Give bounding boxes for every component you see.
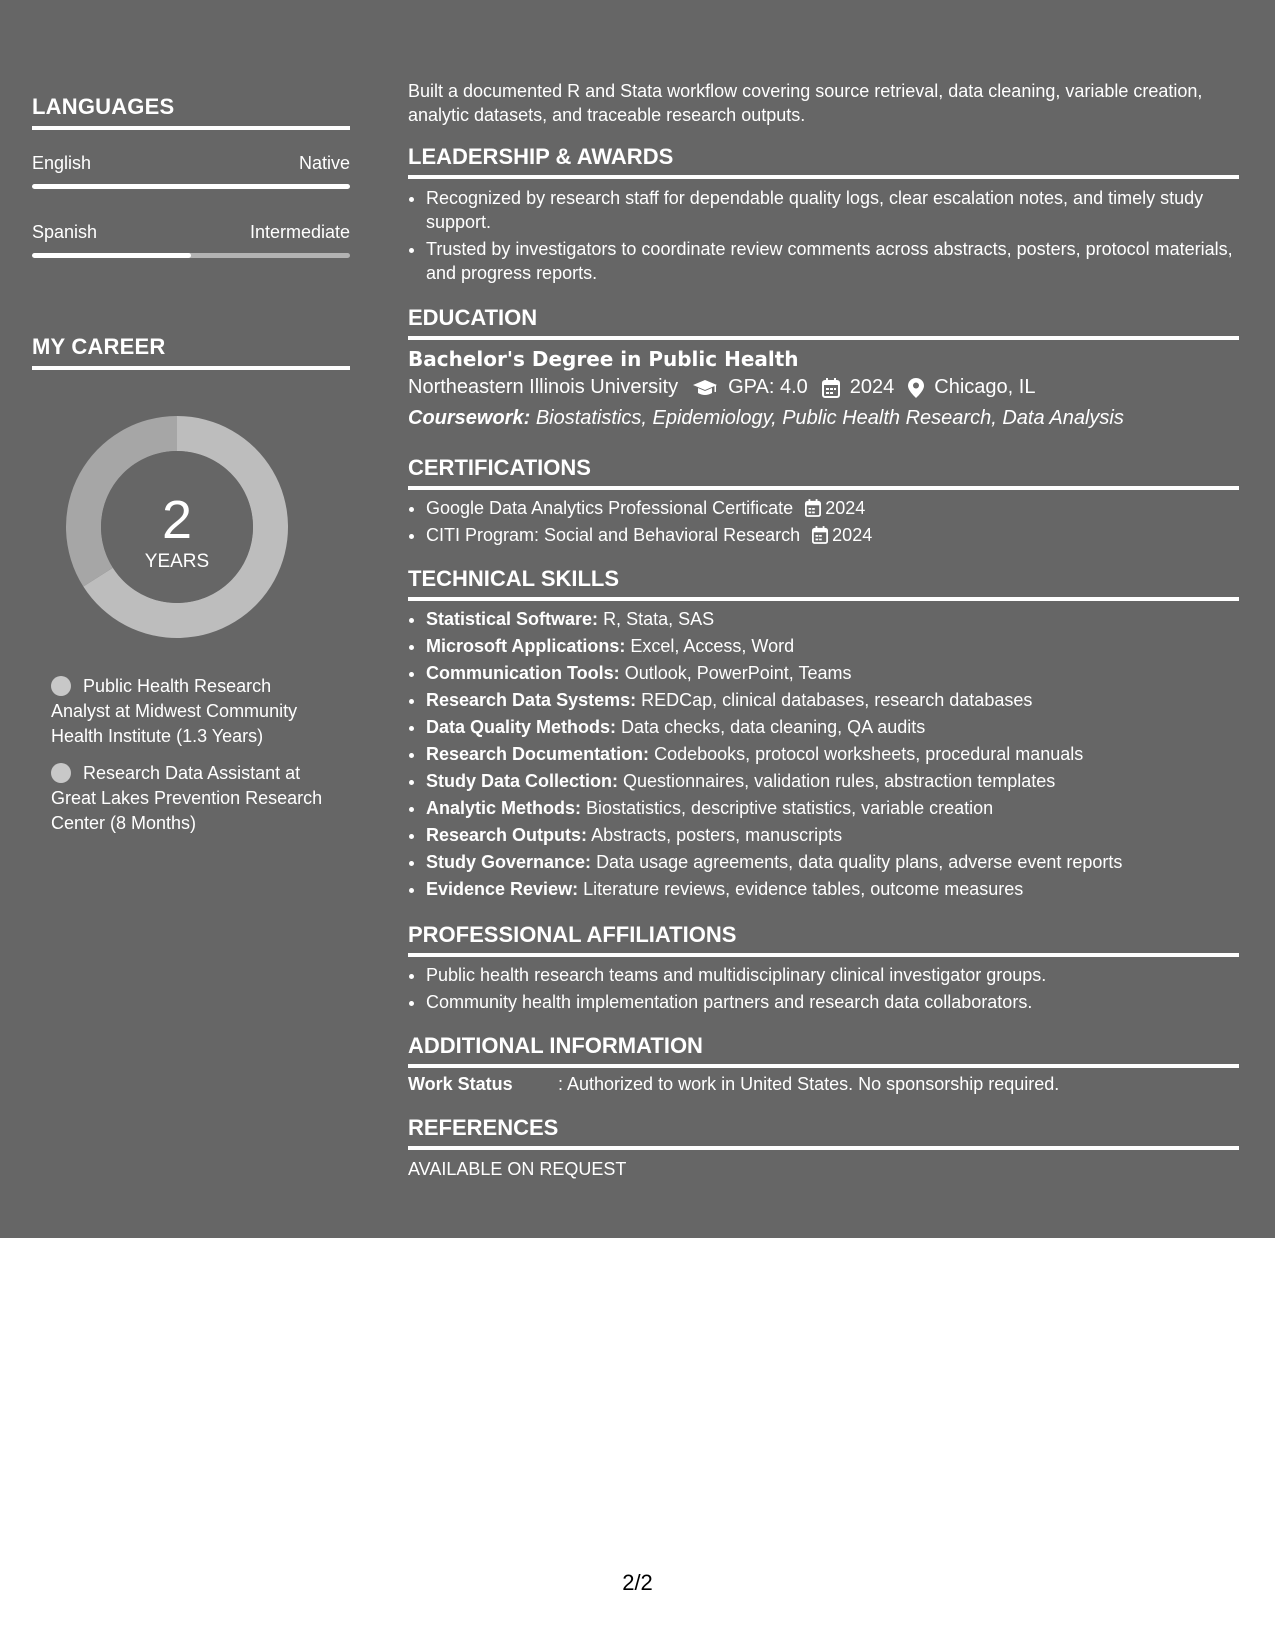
language-row-english	[32, 153, 350, 174]
skill-value: Abstracts, posters, manuscripts	[591, 825, 843, 845]
work-status-label: Work Status	[408, 1074, 513, 1094]
additional-info-row	[408, 1074, 1059, 1095]
languages-heading: LANGUAGES	[32, 94, 350, 130]
skill-item	[426, 877, 1239, 901]
career-legend-item	[51, 674, 326, 749]
skill-key: Research Outputs:	[426, 825, 588, 845]
language-row-spanish	[32, 222, 350, 243]
certification-name: • Google Data Analytics Professional Certificate	[426, 498, 794, 518]
skill-value: R, Stata, SAS	[603, 609, 715, 629]
coursework-label: Coursework:	[408, 407, 531, 429]
certifications-list	[408, 496, 1239, 550]
skill-item	[426, 715, 1239, 739]
skill-key: Study Governance:	[426, 852, 592, 872]
skill-item	[426, 796, 1239, 820]
education-year: 2024	[849, 376, 895, 398]
skill-item	[426, 850, 1239, 874]
additional-info-heading: ADDITIONAL INFORMATION	[408, 1033, 1239, 1068]
certification-name: • CITI Program: Social and Behavioral Research	[426, 525, 801, 545]
skill-key: Statistical Software:	[426, 609, 599, 629]
skill-key: Communication Tools:	[426, 663, 620, 683]
skill-key: Data Quality Methods:	[426, 717, 617, 737]
skill-key: Research Documentation:	[426, 744, 650, 764]
skill-item	[426, 823, 1239, 847]
career-legend-label: Public Health Research Analyst at Midwest Community Health Institute (1.3 Years)	[51, 676, 298, 746]
skill-item	[426, 769, 1239, 793]
education-gpa: GPA: 4.0	[728, 376, 808, 398]
career-heading: MY CAREER	[32, 334, 350, 370]
calendar-icon	[805, 499, 821, 517]
education-details	[408, 376, 1035, 399]
skill-key: Evidence Review:	[426, 879, 579, 899]
education-heading: EDUCATION	[408, 305, 1239, 340]
language-bar-fill	[32, 184, 350, 189]
leadership-heading: LEADERSHIP & AWARDS	[408, 144, 1239, 179]
skill-value: REDCap, clinical databases, research databases	[641, 690, 1033, 710]
graduation-cap-icon	[692, 379, 718, 397]
career-total-number: 2	[161, 490, 193, 550]
language-level: Intermediate	[249, 222, 350, 242]
certification-year: 2024	[832, 525, 873, 545]
certification-item	[426, 523, 1239, 547]
skill-value: Data checks, data cleaning, QA audits	[621, 717, 926, 737]
career-legend-label: Research Data Assistant at Great Lakes Prevention Research Center (8 Months)	[51, 763, 323, 833]
language-level: Native	[298, 153, 350, 173]
page-number: 2/2	[622, 1570, 653, 1595]
calendar-icon	[822, 378, 840, 398]
skill-key: Research Data Systems:	[426, 690, 637, 710]
references-heading: REFERENCES	[408, 1115, 1239, 1150]
skill-value: Outlook, PowerPoint, Teams	[624, 663, 852, 683]
skill-item	[426, 661, 1239, 685]
skill-key: Microsoft Applications:	[426, 636, 626, 656]
career-legend	[51, 674, 326, 848]
skill-item	[426, 634, 1239, 658]
skill-value: Excel, Access, Word	[630, 636, 795, 656]
certification-item	[426, 496, 1239, 520]
education-coursework	[408, 407, 1124, 430]
references-text: AVAILABLE ON REQUEST	[408, 1159, 627, 1179]
career-donut-chart	[66, 416, 288, 638]
leadership-item: • Recognized by research staff for dependable quality logs, clear escalation notes, and timely study support.	[426, 186, 1239, 234]
language-bar-english	[32, 184, 350, 189]
education-school: Northeastern Illinois University	[408, 376, 679, 398]
skill-value: Biostatistics, descriptive statistics, variable creation	[586, 798, 994, 818]
skill-key: Study Data Collection:	[426, 771, 619, 791]
map-pin-icon	[908, 378, 924, 398]
affiliations-list	[408, 963, 1239, 1017]
skills-list	[408, 607, 1239, 904]
language-bar-spanish	[32, 253, 350, 258]
certifications-heading: CERTIFICATIONS	[408, 455, 1239, 490]
career-legend-item	[51, 761, 326, 836]
language-bar-fill	[32, 253, 191, 258]
affiliation-item: • Public health research teams and multidisciplinary clinical investigator groups.	[426, 963, 1239, 987]
skills-heading: TECHNICAL SKILLS	[408, 566, 1239, 601]
intro-text: Built a documented R and Stata workflow covering source retrieval, data cleaning, variable creation, analytic datasets, and traceable research outputs.	[408, 81, 1203, 125]
skill-key: Analytic Methods:	[426, 798, 582, 818]
career-total-unit: YEARS	[144, 551, 210, 572]
work-status-value: : Authorized to work in United States. No sponsorship required.	[558, 1074, 1060, 1094]
coursework-list: Biostatistics, Epidemiology, Public Health Research, Data Analysis	[535, 407, 1124, 429]
calendar-icon	[812, 526, 828, 544]
certification-year: 2024	[825, 498, 866, 518]
affiliation-item: • Community health implementation partners and research data collaborators.	[426, 990, 1239, 1014]
skill-value: Data usage agreements, data quality plans, adverse event reports	[596, 852, 1123, 872]
skill-item	[426, 688, 1239, 712]
skill-value: Literature reviews, evidence tables, outcome measures	[583, 879, 1024, 899]
education-degree: Bachelor's Degree in Public Health	[408, 347, 799, 371]
skill-item	[426, 742, 1239, 766]
affiliations-heading: PROFESSIONAL AFFILIATIONS	[408, 922, 1239, 957]
education-location: Chicago, IL	[934, 376, 1036, 398]
skill-value: Codebooks, protocol worksheets, procedural manuals	[654, 744, 1084, 764]
legend-dot-icon	[51, 763, 71, 783]
leadership-list	[408, 186, 1239, 288]
skill-value: Questionnaires, validation rules, abstraction templates	[623, 771, 1056, 791]
language-name: Spanish	[32, 222, 98, 242]
skill-item	[426, 607, 1239, 631]
leadership-item: • Trusted by investigators to coordinate review comments across abstracts, posters, protocol materials, and progress reports.	[426, 237, 1239, 285]
language-name: English	[32, 153, 92, 173]
legend-dot-icon	[51, 676, 71, 696]
